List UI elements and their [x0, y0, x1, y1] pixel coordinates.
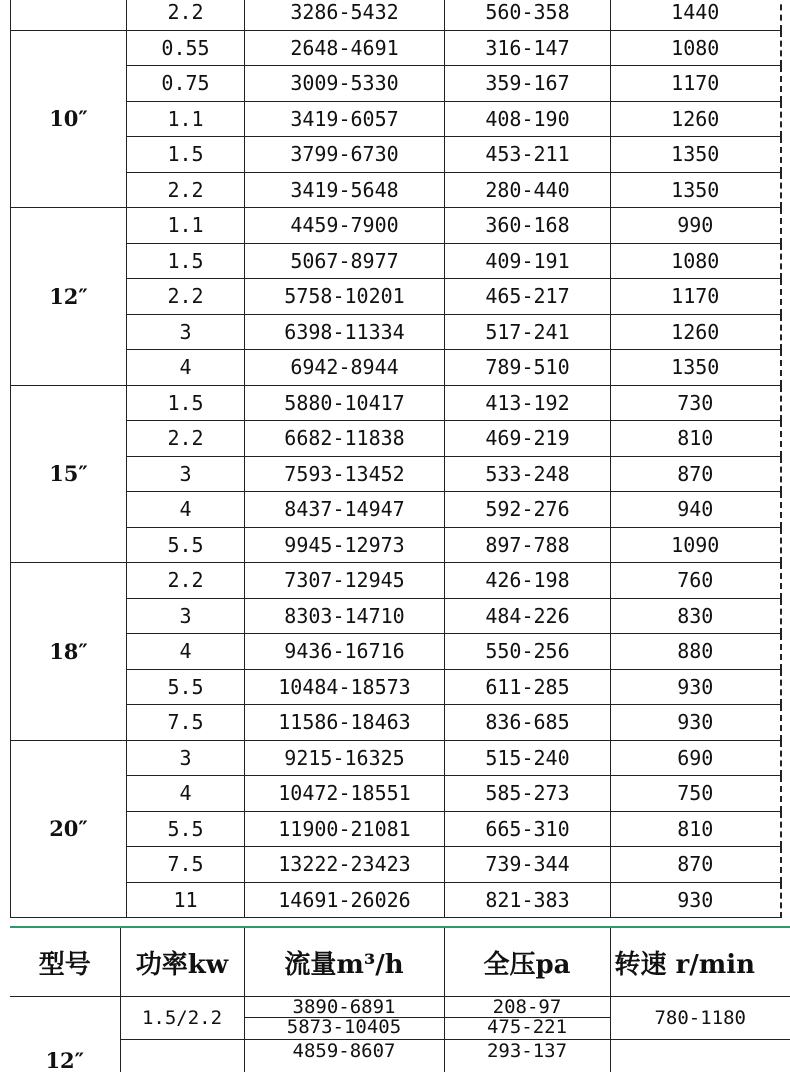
flow-cell: 11586-18463: [245, 705, 445, 741]
pressure-cell: 611-285: [445, 669, 611, 705]
power-cell: 2.2: [127, 563, 245, 599]
pressure-cell: 426-198: [445, 563, 611, 599]
pressure-cell: 359-167: [445, 66, 611, 102]
table-row: [11, 740, 781, 776]
flow-cell: 2648-4691: [245, 30, 445, 66]
flow-cell: 3419-5648: [245, 172, 445, 208]
table-row: [11, 279, 781, 315]
speed-cell: 1260: [611, 314, 781, 350]
flow-cell: 10484-18573: [245, 669, 445, 705]
flow-cell: 6398-11334: [245, 314, 445, 350]
pressure-cell: 413-192: [445, 385, 611, 421]
header-pressure: 全压pa: [444, 928, 610, 997]
speed-cell: 830: [611, 598, 781, 634]
table-row: [11, 66, 781, 102]
speed-cell: 870: [611, 456, 781, 492]
pressure-cell: 453-211: [445, 137, 611, 173]
pressure-cell: 789-510: [445, 350, 611, 386]
table-row: [11, 598, 781, 634]
speed-cell: 760: [611, 563, 781, 599]
power-cell: 0.75: [127, 66, 245, 102]
power-cell: 7.5: [127, 847, 245, 883]
model-cell: 12″: [11, 208, 127, 386]
power-cell: 5.5: [127, 669, 245, 705]
flow-cell: 3419-6057: [245, 101, 445, 137]
pressure-cell: [444, 997, 610, 1040]
power-cell: 4: [127, 634, 245, 670]
flow-cell: 7593-13452: [245, 456, 445, 492]
header-row: [10, 928, 790, 997]
table-row: [10, 1039, 790, 1072]
power-cell: 1.5/2.2: [120, 997, 244, 1040]
power-cell: 1.1: [127, 101, 245, 137]
power-cell: 5.5: [127, 527, 245, 563]
table-row: [11, 634, 781, 670]
pressure-cell: 484-226: [445, 598, 611, 634]
pressure-cell: 316-147: [445, 30, 611, 66]
power-cell: 3: [127, 598, 245, 634]
speed-cell: 780-1180: [610, 997, 790, 1040]
speed-cell: 990: [611, 208, 781, 244]
pressure-cell: 585-273: [445, 776, 611, 812]
model-cell: 15″: [11, 385, 127, 563]
power-cell: 1.5: [127, 385, 245, 421]
power-cell: 4: [127, 350, 245, 386]
speed-cell: 1170: [611, 66, 781, 102]
header-table: [10, 928, 790, 1072]
model-cell: [11, 0, 127, 30]
table-row: [11, 243, 781, 279]
speed-cell: 1260: [611, 101, 781, 137]
flow-cell: 3799-6730: [245, 137, 445, 173]
model-cell: 10″: [11, 30, 127, 208]
pressure-value: 475-221: [445, 1017, 610, 1037]
flow-cell: 5758-10201: [245, 279, 445, 315]
table-row: [11, 314, 781, 350]
pressure-cell: 360-168: [445, 208, 611, 244]
spec-table: [10, 0, 782, 918]
flow-cell: 4459-7900: [245, 208, 445, 244]
power-cell: 3: [127, 314, 245, 350]
model-cell: 20″: [11, 740, 127, 918]
flow-cell: 9436-16716: [245, 634, 445, 670]
speed-cell: 870: [611, 847, 781, 883]
power-cell: [120, 1039, 244, 1072]
power-cell: 7.5: [127, 705, 245, 741]
power-cell: 2.2: [127, 421, 245, 457]
power-cell: 11: [127, 882, 245, 918]
speed-cell: 1090: [611, 527, 781, 563]
power-cell: 2.2: [127, 279, 245, 315]
table-row: [11, 563, 781, 599]
flow-cell: 6682-11838: [245, 421, 445, 457]
power-cell: 4: [127, 776, 245, 812]
speed-cell: 1350: [611, 137, 781, 173]
speed-cell: 930: [611, 705, 781, 741]
pressure-cell: 515-240: [445, 740, 611, 776]
pressure-cell: 897-788: [445, 527, 611, 563]
flow-cell: [244, 997, 444, 1040]
speed-cell: 930: [611, 669, 781, 705]
speed-cell: 810: [611, 811, 781, 847]
table-row: [11, 811, 781, 847]
table-row: [11, 847, 781, 883]
power-cell: 2.2: [127, 0, 245, 30]
speed-cell: 1170: [611, 279, 781, 315]
speed-cell: 1350: [611, 350, 781, 386]
speed-cell: 1080: [611, 243, 781, 279]
pressure-cell: 293-137: [444, 1039, 610, 1072]
table-row: [11, 421, 781, 457]
table-row: [11, 350, 781, 386]
pressure-cell: 465-217: [445, 279, 611, 315]
table-row: [11, 208, 781, 244]
flow-cell: 8437-14947: [245, 492, 445, 528]
pressure-cell: 592-276: [445, 492, 611, 528]
model-cell: 12″: [10, 997, 120, 1072]
speed-cell: 750: [611, 776, 781, 812]
flow-cell: 9945-12973: [245, 527, 445, 563]
table-row: [11, 492, 781, 528]
power-cell: 3: [127, 456, 245, 492]
flow-cell: 14691-26026: [245, 882, 445, 918]
power-cell: 2.2: [127, 172, 245, 208]
pressure-cell: 280-440: [445, 172, 611, 208]
flow-cell: 8303-14710: [245, 598, 445, 634]
pressure-cell: 836-685: [445, 705, 611, 741]
flow-cell: 3009-5330: [245, 66, 445, 102]
table-row: [11, 776, 781, 812]
power-cell: 1.5: [127, 243, 245, 279]
table-row: [11, 669, 781, 705]
flow-cell: 9215-16325: [245, 740, 445, 776]
table-row: [11, 456, 781, 492]
speed-cell: 930: [611, 882, 781, 918]
table-row: [11, 137, 781, 173]
speed-cell: 880: [611, 634, 781, 670]
pressure-cell: 821-383: [445, 882, 611, 918]
speed-cell: 690: [611, 740, 781, 776]
power-cell: 0.55: [127, 30, 245, 66]
speed-cell: 1350: [611, 172, 781, 208]
power-cell: 1.1: [127, 208, 245, 244]
power-cell: 1.5: [127, 137, 245, 173]
flow-cell: 4859-8607: [244, 1039, 444, 1072]
pressure-cell: 533-248: [445, 456, 611, 492]
speed-cell: 810: [611, 421, 781, 457]
flow-cell: 13222-23423: [245, 847, 445, 883]
table-row: [10, 997, 790, 1040]
header-model: 型号: [10, 928, 120, 997]
flow-cell: 5067-8977: [245, 243, 445, 279]
table-row: [11, 705, 781, 741]
power-cell: 4: [127, 492, 245, 528]
flow-cell: 7307-12945: [245, 563, 445, 599]
pressure-cell: 560-358: [445, 0, 611, 30]
pressure-cell: 550-256: [445, 634, 611, 670]
table-row: [11, 385, 781, 421]
flow-cell: 11900-21081: [245, 811, 445, 847]
flow-cell: 6942-8944: [245, 350, 445, 386]
pressure-cell: 665-310: [445, 811, 611, 847]
speed-cell: [610, 1039, 790, 1072]
header-power: 功率kw: [120, 928, 244, 997]
flow-cell: 3286-5432: [245, 0, 445, 30]
pressure-cell: 409-191: [445, 243, 611, 279]
pressure-cell: 517-241: [445, 314, 611, 350]
pressure-value: 208-97: [492, 996, 562, 1019]
table-row: [11, 101, 781, 137]
power-cell: 3: [127, 740, 245, 776]
flow-value: 3890-6891: [292, 996, 396, 1019]
table-row: [11, 172, 781, 208]
table-row: [11, 0, 781, 30]
pressure-cell: 408-190: [445, 101, 611, 137]
header-speed: 转速 r/min: [610, 928, 790, 997]
header-table-section: [10, 926, 790, 1072]
speed-cell: 940: [611, 492, 781, 528]
model-cell: 18″: [11, 563, 127, 741]
speed-cell: 1440: [611, 0, 781, 30]
pressure-cell: 739-344: [445, 847, 611, 883]
table-row: [11, 882, 781, 918]
power-cell: 5.5: [127, 811, 245, 847]
pressure-cell: 469-219: [445, 421, 611, 457]
speed-cell: 1080: [611, 30, 781, 66]
flow-cell: 5880-10417: [245, 385, 445, 421]
table-row: [11, 30, 781, 66]
flow-value: 5873-10405: [245, 1017, 444, 1037]
table-row: [11, 527, 781, 563]
flow-cell: 10472-18551: [245, 776, 445, 812]
header-flow: 流量m³/h: [244, 928, 444, 997]
speed-cell: 730: [611, 385, 781, 421]
